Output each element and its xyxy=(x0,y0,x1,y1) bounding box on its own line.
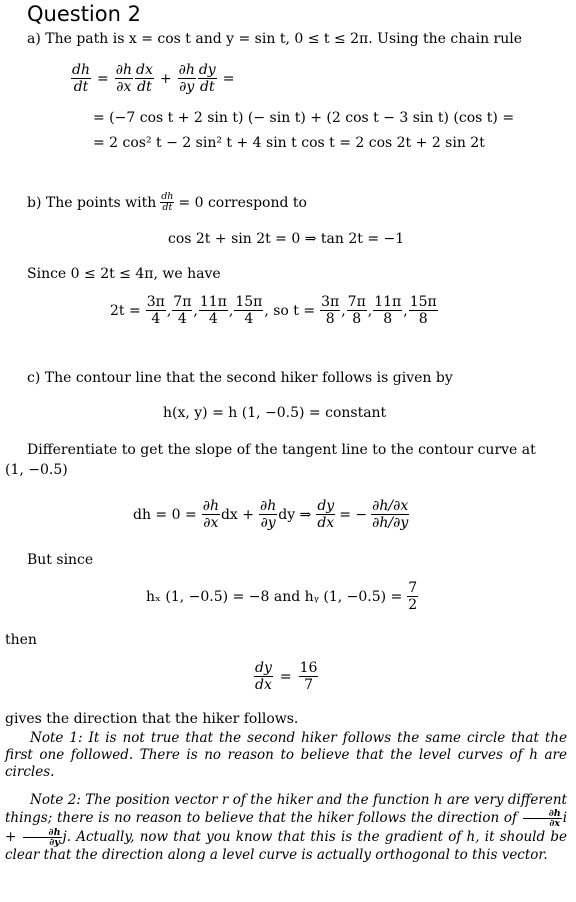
frac-t-2: $\frac{7\pi}{8}$ xyxy=(347,294,366,327)
part-b-eq1: cos 2t + sin 2t = 0 ⇒ tan 2t = −1 xyxy=(168,231,405,247)
frac-dh-dx: $\frac{\partial h}{\partial x}$ xyxy=(202,498,219,531)
part-c-slope: $\frac{dy}{dx}$ = $\frac{16}{7}$ xyxy=(255,660,318,693)
frac-seven-halves: $\frac{7}{2}$ xyxy=(408,580,418,613)
part-c-but-since: But since xyxy=(27,552,94,568)
frac-dh-dt: $\frac{dh}{dt}$ xyxy=(72,62,90,95)
part-b-since: Since 0 ≤ 2t ≤ 4π, we have xyxy=(27,266,221,282)
frac-dh-dy: $\frac{\partial h}{\partial y}$ xyxy=(260,498,277,531)
frac-ratio-partials: $\frac{\partial h/\partial x}{\partial h/\partial y}$ xyxy=(372,498,409,531)
part-a-line2: = (−7 cos t + 2 sin t) (− sin t) + (2 cos t − 3 sin t) (cos t) = xyxy=(93,110,515,126)
question-title: Question 2 xyxy=(27,2,141,26)
frac-dx-dt: $\frac{dx}{dt}$ xyxy=(135,62,153,95)
note-1: Note 1: It is not true that the second hiker follows the same circle that the first one followed. There is no reason to believe that the level curves of h are circles. xyxy=(5,730,567,780)
part-b-intro: b) The points with $\frac{dh}{dt}$ = 0 correspond to xyxy=(27,191,307,213)
part-c-intro: c) The contour line that the second hiker follows is given by xyxy=(27,370,453,386)
part-a-line3: = 2 cos² t − 2 sin² t + 4 sin t cos t = 2 cos 2t + 2 sin 2t xyxy=(93,135,485,151)
frac-slope-dy-dx: $\frac{dy}{dx}$ xyxy=(255,660,272,693)
frac-2t-2: $\frac{7\pi}{4}$ xyxy=(173,294,192,327)
part-b-solutions: 2t = $\frac{3\pi}{4}$ , $\frac{7\pi}{4}$ , $\frac{11\pi}{4}$ , $\frac{15\pi}{4}$ , so t = $\frac{3\pi}{8}$ , $\frac{7\pi}{8}$ , $\frac{11\pi}{8}$ , $\frac{15\pi}{8}$ xyxy=(110,294,437,327)
frac-2t-1: $\frac{3\pi}{4}$ xyxy=(146,294,165,327)
frac-sixteen-sevenths: $\frac{16}{7}$ xyxy=(299,660,318,693)
part-c-gives: gives the direction that the hiker follows. xyxy=(5,711,299,727)
frac-t-1: $\frac{3\pi}{8}$ xyxy=(321,294,340,327)
frac-dh-dx-partial: $\frac{\partial h}{\partial x}$ xyxy=(115,62,132,95)
frac-note-dh-dy: $\frac{\partial h}{\partial y}$ xyxy=(23,828,62,847)
frac-note-dh-dx: $\frac{\partial h}{\partial x}$ xyxy=(523,809,562,828)
frac-dy-dt: $\frac{dy}{dt}$ xyxy=(198,62,216,95)
frac-t-3: $\frac{11\pi}{8}$ xyxy=(374,294,402,327)
frac-t-4: $\frac{15\pi}{8}$ xyxy=(409,294,437,327)
part-c-diff-text-1: Differentiate to get the slope of the tangent line to the contour curve at xyxy=(27,442,536,458)
frac-2t-4: $\frac{15\pi}{4}$ xyxy=(235,294,263,327)
frac-2t-3: $\frac{11\pi}{4}$ xyxy=(199,294,227,327)
frac-dh-dy-partial: $\frac{\partial h}{\partial y}$ xyxy=(178,62,195,95)
frac-dy-dx: $\frac{dy}{dx}$ xyxy=(317,498,335,531)
part-c-differential: dh = 0 = $\frac{\partial h}{\partial x}$ dx + $\frac{\partial h}{\partial y}$ dy ⇒ $\frac{dy}{dx}$ = − $\frac{\partial h/\partial x}{\partial h/\partial y}$ xyxy=(133,498,409,531)
note-2: Note 2: The position vector r of the hiker and the function h are very different things; there is no reason to believe that the hiker follows the direction of $\frac{\partial h}{\partial x}$ i + $\frac{\partial h}{\partial y}$ j. Actually, now that you know that this is the gradient of h, it should be clear that the direction along a level curve is actually orthogonal to this vector. xyxy=(5,792,568,863)
part-c-diff-text-2: (1, −0.5) xyxy=(5,462,68,478)
part-c-then: then xyxy=(5,632,37,648)
part-a-intro: a) The path is x = cos t and y = sin t, 0 ≤ t ≤ 2π. Using the chain rule xyxy=(27,31,523,47)
frac-dh-dt-small: $\frac{dh}{dt}$ xyxy=(161,191,174,213)
part-a-chain-rule: $\frac{dh}{dt}$ = $\frac{\partial h}{\partial x}$ $\frac{dx}{dt}$ + $\frac{\partial h}{\partial y}$ $\frac{dy}{dt}$ = xyxy=(72,62,235,95)
part-c-partials: hₓ (1, −0.5) = −8 and hᵧ (1, −0.5) = $\frac{7}{2}$ xyxy=(146,580,418,613)
part-c-contour-eq: h(x, y) = h (1, −0.5) = constant xyxy=(163,405,387,421)
